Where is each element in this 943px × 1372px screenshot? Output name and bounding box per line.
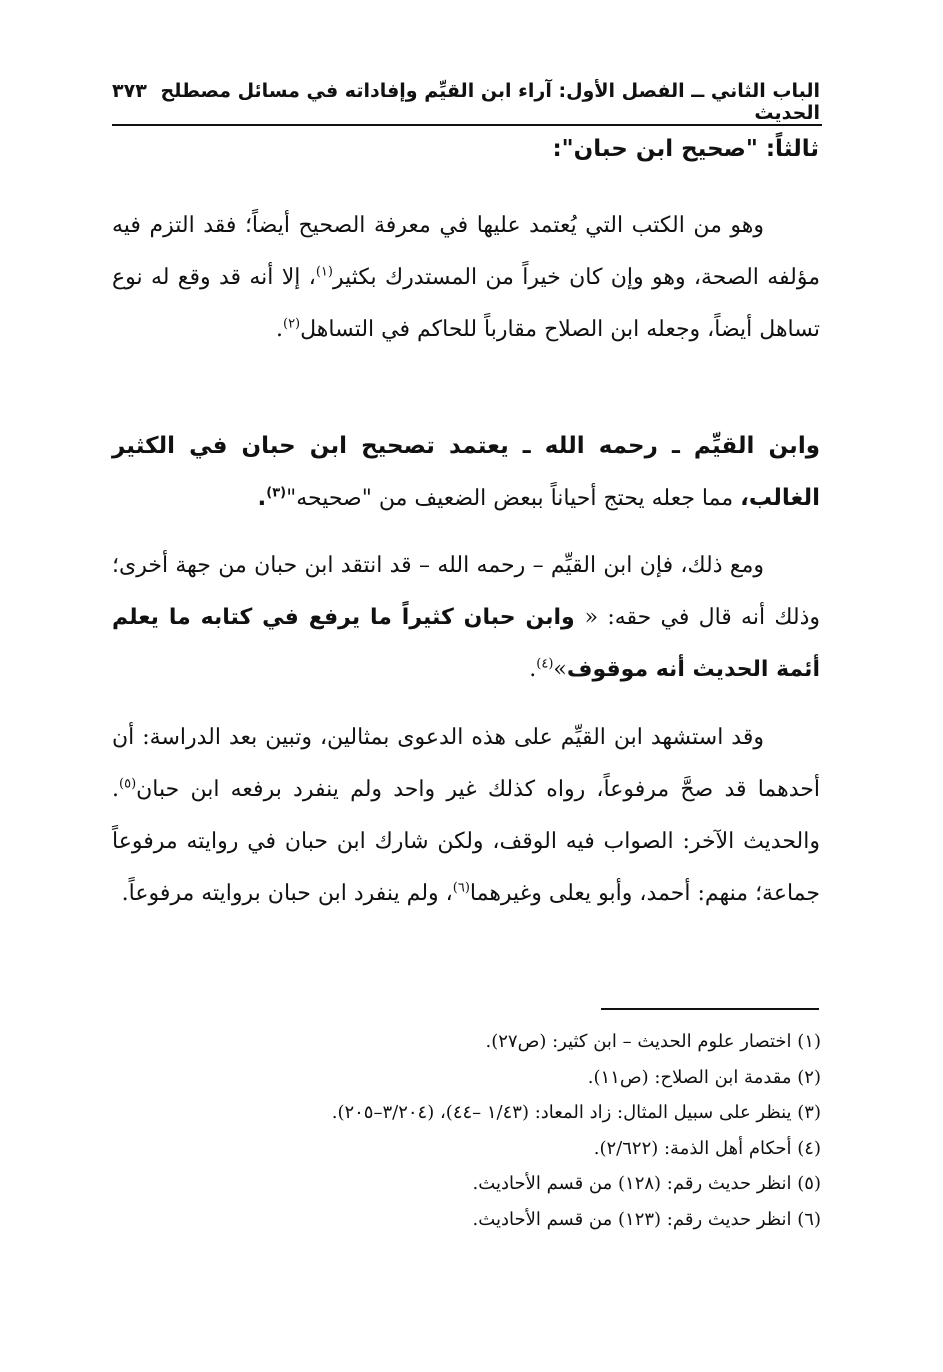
p2-text-c: . [257, 485, 267, 511]
p3-text-c: » [553, 657, 567, 682]
footnote-5: (٥) انظر حديث رقم: (١٢٨) من قسم الأحاديث. [472, 1173, 821, 1194]
p2-text-a: وابن القيِّم ـ رحمه الله ـ يعتمد تصحيح ابن حبان في الكثير الغالب، [112, 433, 820, 511]
footnote-2: (٢) مقدمة ابن الصلاح: (ص١١). [587, 1066, 821, 1088]
p3-text-a: ومع ذلك، فإن ابن القيِّم – رحمه الله – قد انتقد ابن حبان من جهة أخرى؛ وذلك أنه قال في حقه: « [112, 553, 820, 630]
footnotes-list [121, 1024, 821, 1237]
footnote-ref-5: (٥) [119, 776, 137, 792]
footnote-1: (١) اختصار علوم الحديث – ابن كثير: (ص٢٧). [485, 1031, 821, 1052]
paragraph-3 [112, 540, 820, 696]
paragraph-2 [112, 420, 820, 525]
p4-text-a: وقد استشهد ابن القيِّم على هذه الدعوى بمثالين، وتبين بعد الدراسة: أن أحدهما قد صحَّ مرفوعاً، رواه كذلك غير واحد ولم ينفرد برفعه ابن حبان [112, 725, 820, 802]
running-title: الباب الثاني ــ الفصل الأول: آراء ابن القيِّم وإفاداته في مسائل مصطلح الحديث [160, 80, 820, 124]
footnote-ref-3: (٣) [266, 485, 287, 501]
p1-text-b: ، إلا أنه قد وقع له نوع تساهل أيضاً، وجعله ابن الصلاح مقارباً للحاكم في التساهل [112, 265, 820, 342]
section-title: ثالثاً: "صحيح ابن حبان": [552, 136, 819, 162]
p4-text-b: . والحديث الآخر: الصواب فيه الوقف، ولكن شارك ابن حبان في روايته مرفوعاً جماعة؛ منهم: أحمد، وأبو يعلى وغيرهما [112, 777, 820, 906]
paragraph-1 [112, 200, 820, 356]
p3-text-d: . [529, 657, 537, 682]
p1-text-a: وهو من الكتب التي يُعتمد عليها في معرفة الصحيح أيضاً؛ فقد التزم فيه مؤلفه الصحة، وهو وإن كان خيراً من المستدرك بكثير [112, 213, 820, 290]
header-rule [112, 124, 822, 126]
footnote-3: (٣) ينظر على سبيل المثال: زاد المعاد: (١/٤٣ –٤٤)، (٣/٢٠٤–٢٠٥). [331, 1102, 821, 1123]
p4-text-c: ، ولم ينفرد ابن حبان بروايته مرفوعاً. [121, 881, 453, 906]
p3-quote: وابن حبان كثيراً ما يرفع في كتابه ما يعلم أئمة الحديث أنه موقوف [112, 605, 820, 682]
page-number: ٣٧٣ [112, 80, 147, 102]
footnote-ref-6: (٦) [452, 880, 470, 896]
paragraph-4 [112, 712, 820, 920]
footnote-ref-4: (٤) [536, 656, 554, 672]
running-header [112, 80, 820, 124]
footnote-4: (٤) أحكام أهل الذمة: (٢/٦٢٢). [593, 1137, 821, 1159]
p1-text-c: . [275, 317, 283, 342]
footnote-6: (٦) انظر حديث رقم: (١٢٣) من قسم الأحاديث. [472, 1208, 821, 1230]
footnote-ref-2: (٢) [282, 316, 301, 332]
footnote-ref-1: (١) [315, 264, 333, 280]
p2-text-b: مما جعله يحتج أحياناً ببعض الضعيف من "صحيحه" [286, 486, 741, 511]
footnote-separator [601, 1008, 819, 1010]
